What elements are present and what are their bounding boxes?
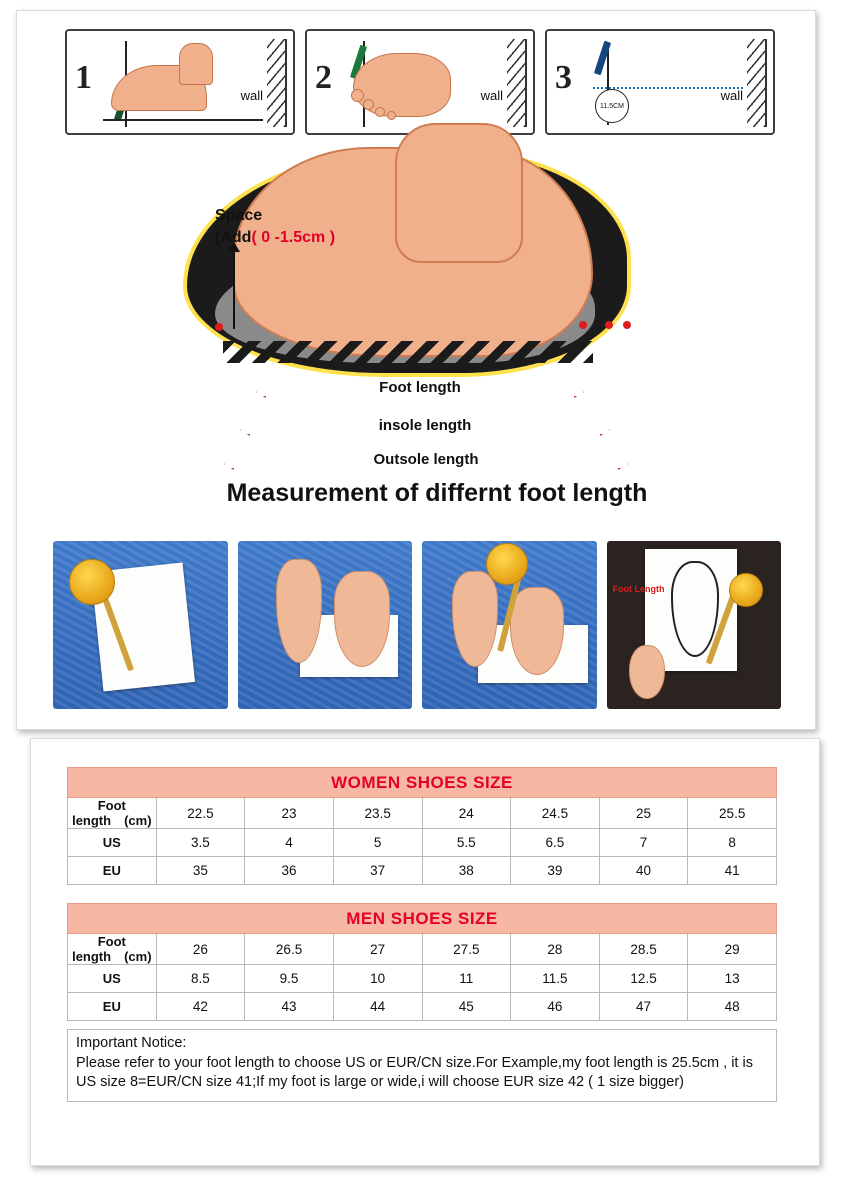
cell: 42: [156, 993, 245, 1021]
important-notice: [67, 1029, 777, 1102]
outsole-length-arrow: [225, 451, 627, 473]
cell: 47: [599, 993, 688, 1021]
measure-point: [579, 321, 587, 329]
cell: 24.5: [511, 798, 600, 829]
measurement-steps: [65, 29, 775, 135]
space-title: Space: [215, 207, 263, 224]
measure-point: [605, 321, 613, 329]
wall-label: wall: [240, 88, 263, 103]
table-row: [68, 829, 777, 857]
table-row: [68, 993, 777, 1021]
cell: 43: [245, 993, 334, 1021]
cell: 27: [333, 934, 422, 965]
table-row: [68, 934, 777, 965]
cell: 12.5: [599, 965, 688, 993]
photo-step-1: [53, 541, 228, 709]
wall-label: wall: [480, 88, 503, 103]
measure-point: [215, 323, 223, 331]
step-2: [305, 29, 535, 135]
step-3: [545, 29, 775, 135]
cell: 36: [245, 857, 334, 885]
cell: 44: [333, 993, 422, 1021]
cell: 4: [245, 829, 334, 857]
cell: 13: [688, 965, 777, 993]
cell: 26: [156, 934, 245, 965]
cell: 6.5: [511, 829, 600, 857]
cell: 26.5: [245, 934, 334, 965]
outsole-length-label: Outsole length: [225, 451, 627, 468]
toe-icon: [375, 107, 385, 117]
women-table-title: WOMEN SHOES SIZE: [68, 768, 777, 798]
photo-step-3: [422, 541, 597, 709]
floor-line: [103, 119, 263, 121]
cell: 35: [156, 857, 245, 885]
outsole-tread: [223, 341, 593, 363]
insole-length-label: insole length: [241, 417, 609, 434]
wall-hatch-icon: [507, 39, 527, 127]
leg-illustration: [395, 123, 523, 263]
wall-label: wall: [720, 88, 743, 103]
cell: 48: [688, 993, 777, 1021]
cell: 37: [333, 857, 422, 885]
measure-point: [623, 321, 631, 329]
measurement-guide-card: [16, 10, 816, 730]
step-number: 3: [555, 59, 572, 96]
lollipop-icon: [69, 559, 115, 605]
wall-hatch-icon: [747, 39, 767, 127]
toe-icon: [363, 99, 374, 110]
cell: 11: [422, 965, 511, 993]
cell: 23.5: [333, 798, 422, 829]
women-size-table: [67, 767, 777, 885]
cell: 41: [688, 857, 777, 885]
foot-photo-shape: [629, 645, 665, 699]
cell: 5: [333, 829, 422, 857]
foot-length-diagram: [137, 143, 737, 513]
photo-step-2: [238, 541, 413, 709]
space-value: ( 0 -1.5cm ): [251, 228, 336, 246]
cell: 3.5: [156, 829, 245, 857]
foot-photo-shape: [334, 571, 390, 667]
cell: 28: [511, 934, 600, 965]
step-1: [65, 29, 295, 135]
cell: 11.5: [511, 965, 600, 993]
space-add-prefix: (Add: [215, 228, 252, 246]
cell: 25.5: [688, 798, 777, 829]
foot-length-photo-label: Foot Length: [612, 584, 665, 594]
size-tables-card: [30, 738, 820, 1166]
cell: 25: [599, 798, 688, 829]
men-size-table: [67, 903, 777, 1021]
cell: 8: [688, 829, 777, 857]
table-spacer: [67, 885, 777, 903]
table-row: [68, 965, 777, 993]
insole-length-arrow: [241, 417, 609, 439]
notice-body: Please refer to your foot length to choose US or EUR/CN size.For Example,my foot length is 25.5cm , it is US size 8=EUR/CN size 41;If my foot is large or wide,i will choose EUR size 42 ( 1 size bigger): [76, 1054, 753, 1091]
size-tables: [67, 767, 777, 1102]
lollipop-icon: [486, 543, 528, 585]
table-row: [68, 798, 777, 829]
diagram-title: Measurement of differnt foot length: [226, 479, 648, 507]
cell: 8.5: [156, 965, 245, 993]
cell: 46: [511, 993, 600, 1021]
cell: 22.5: [156, 798, 245, 829]
cell: 45: [422, 993, 511, 1021]
cell: 39: [511, 857, 600, 885]
toe-icon: [387, 111, 396, 120]
cell: 27.5: [422, 934, 511, 965]
cell: 5.5: [422, 829, 511, 857]
cell: 40: [599, 857, 688, 885]
row-label: EU: [68, 993, 157, 1021]
leg-illustration: [179, 43, 213, 85]
row-label: US: [68, 829, 157, 857]
foot-length-label: Foot length: [257, 379, 583, 396]
cell: 24: [422, 798, 511, 829]
photo-step-4: [607, 541, 782, 709]
cell: 10: [333, 965, 422, 993]
cell: 38: [422, 857, 511, 885]
lollipop-icon: [729, 573, 763, 607]
step-number: 1: [75, 59, 92, 96]
howto-photo-strip: [53, 541, 781, 709]
wall-hatch-icon: [267, 39, 287, 127]
row-label: EU: [68, 857, 157, 885]
cell: 9.5: [245, 965, 334, 993]
measure-value-badge: 11.5CM: [595, 89, 629, 123]
table-row: [68, 857, 777, 885]
cell: 29: [688, 934, 777, 965]
cell: 23: [245, 798, 334, 829]
notice-heading: Important Notice:: [76, 1035, 187, 1051]
space-arrow-icon: [233, 251, 235, 329]
cell: 28.5: [599, 934, 688, 965]
row-label: US: [68, 965, 157, 993]
row-label: Foot length (cm): [68, 934, 157, 965]
step-number: 2: [315, 59, 332, 96]
foot-length-arrow: [257, 379, 583, 401]
cell: 7: [599, 829, 688, 857]
toe-icon: [351, 89, 364, 102]
row-label: Foot length (cm): [68, 798, 157, 829]
men-table-title: MEN SHOES SIZE: [68, 904, 777, 934]
